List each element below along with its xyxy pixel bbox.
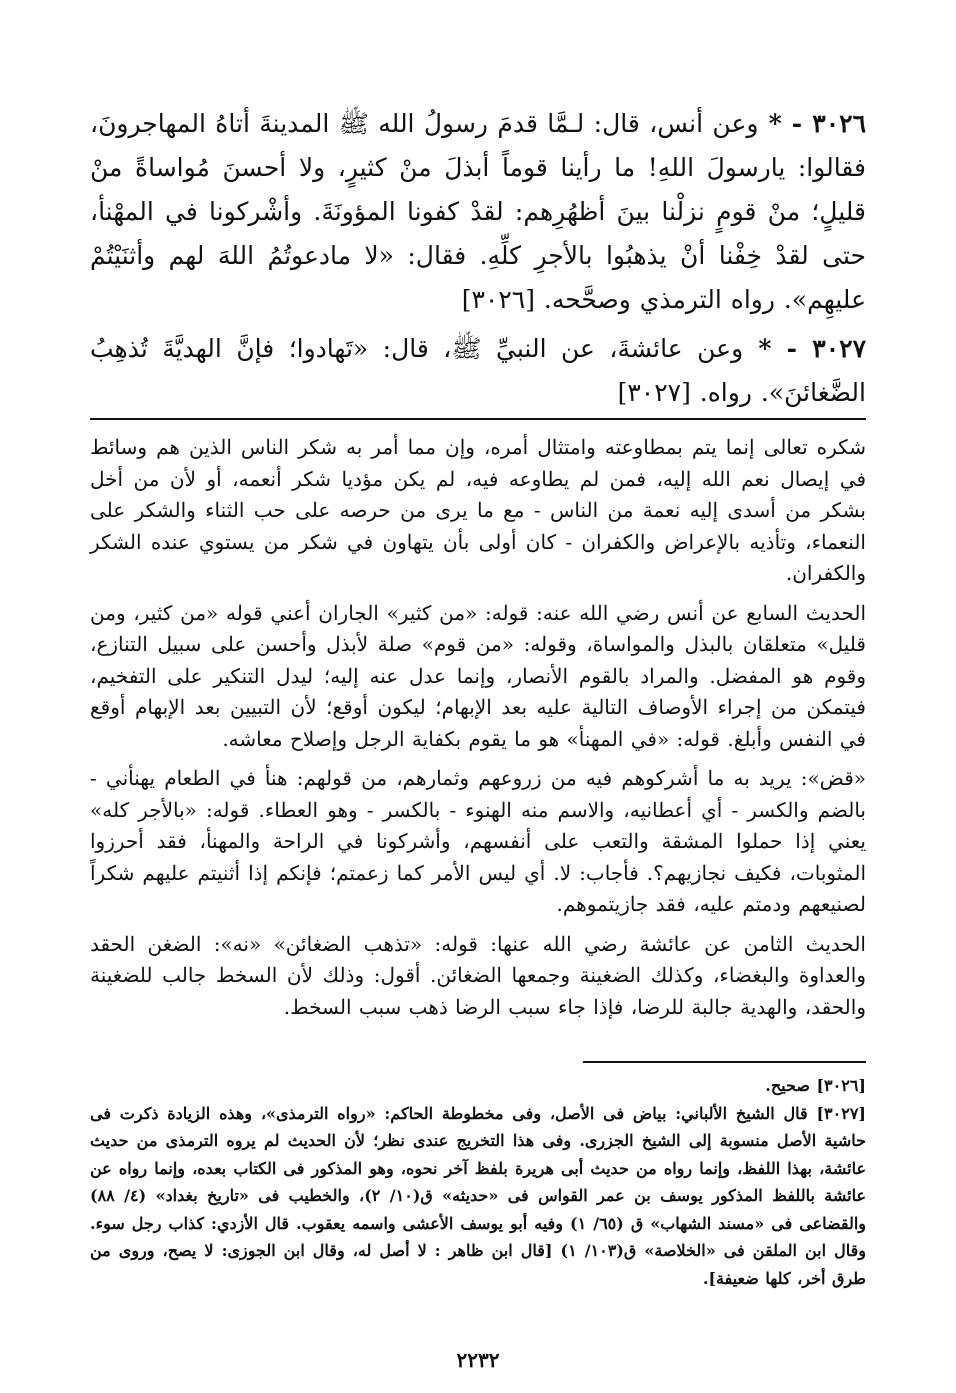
commentary-paragraph: شكره تعالى إنما يتم بمطاوعته وامتثال أمره، وإن مما أمر به شكر الناس الذين هم وسائط في إيصال نعم الله إليه، فمن لم يطاوعه فيه، لم يكن مؤديا شكر أنعمه، أو لأن من أخل بشكر من أسدى إليه نعمة من الناس - مع ما يرى من حرصه على حب الثناء والشكر على النعماء، وتأذيه بالإعراض والكفران - كان أولى بأن يتهاون في شكر من يستوي عنده الشكر والكفران. xyxy=(90,435,866,585)
hadith-3027 xyxy=(90,327,866,415)
commentary-paragraph: الحديث السابع عن أنس رضي الله عنه: قوله: «من كثير» الجاران أعني قوله «من كثير، ومن قليل» متعلقان بالبذل والمواساة، وقوله: «من قوم» صلة لأبذل وأحسن على سبيل التنازع، وقوم هو المفضل. والمراد بالقوم الأنصار، وإنما عدل عنه إليه؛ ليدل التنكير على التفخيم، فيتمكن من إجراء الأوصاف التالية عليه بعد الإبهام؛ ليكون أوقع؛ لأن التبيين بعد الإبهام أوقع في النفس وأبلغ. قوله: «في المهنأ» هو ما يقوم بكفاية الرجل وإصلاح معاشه. xyxy=(90,600,866,751)
footnote: [٣٠٢٦] صحيح. xyxy=(765,1076,866,1095)
hadith-text: وعن أنس، قال: لـمَّا قدمَ رسولُ الله ﷺ المدينةَ أتاهُ المهاجرونَ، فقالوا: يارسولَ اللهِ! ما رأينا قوماً أبذلَ منْ كثيرٍ، ولا أحسنَ مُواساةً منْ قليلٍ؛ منْ قومٍ نزلْنا بينَ أظهُرِهم: لقدْ كفونا المؤونَةَ. وأشْركونا في المهْنأ، حتى لقدْ خِفْنا أنْ يذهبُوا بالأجرِ كلِّهِ. فقال: «لا مادعوتُمُ اللهَ لهم وأثنَيْتُمْ عليهِم». رواه الترمذي وصحَّحه. [٣٠٢٦] xyxy=(90,109,866,314)
footnote-divider xyxy=(583,1061,866,1063)
hadith-paragraph xyxy=(90,102,866,322)
commentary-paragraph: «قض»: يريد به ما أشركوهم فيه من زروعهم وثمارهم، من قولهم: هنأ في الطعام يهنأني - بالضم والكسر - أي أعطانيه، والاسم منه الهنوء - بالكسر - وهو العطاء. قوله: «بالأجر كله» يعني إذا حملوا المشقة والتعب على أنفسهم، وأشركونا في الراحة والمهنأ، فقد أحرزوا المثوبات، فكيف نجازيهم؟. فأجاب: لا. أي ليس الأمر كما زعمتم؛ فإنكم إذا أثنيتم عليهم شكراً لصنيعهم ودمتم عليه، فقد جازيتموهم. xyxy=(90,766,866,916)
text-divider xyxy=(90,418,866,420)
commentary-paragraph: الحديث الثامن عن عائشة رضي الله عنها: قوله: «تذهب الضغائن» «نه»: الضغن الحقد والعداوة والبغضاء، وكذلك الضغينة وجمعها الضغائن. أقول: وذلك لأن السخط جالب للضغينة والحقد، والهدية جالبة للرضا، فإذا جاء سبب الرضا ذهب سبب السخط. xyxy=(90,931,866,1019)
hadith-paragraph xyxy=(90,327,866,415)
hadith-3026 xyxy=(90,102,866,322)
hadith-number: ٣٠٢٦ - * xyxy=(758,109,866,138)
hadith-text: وعن عائشةَ، عن النبيِّ ﷺ، قال: «تَهادوا؛ فإنَّ الهديَّةَ تُذهِبُ الضَّغائنَ». رواه. [٣٠٢٧] xyxy=(90,334,866,407)
hadith-number: ٣٠٢٧ - * xyxy=(743,334,866,363)
commentary-section xyxy=(90,432,866,1023)
footnote: [٣٠٢٧] قال الشيخ الألباني: بياض فى الأصل، وفى مخطوطة الحاكم: «رواه الترمذى»، وهذه الزيادة ذكرت فى حاشية الأصل منسوبة إلى الشيخ الجزرى. وفى هذا التخريج عندى نظر؛ لأن الحديث لم يروه الترمذى من حديث عائشة، بهذا اللفظ، وإنما رواه من حديث أبى هريرة بلفظ آخر نحوه، وهو المذكور فى الكتاب بعده، وإنما رواه عن عائشة باللفظ المذكور يوسف بن عمر القواس فى «حديثه» ق(١٠/ ٢)، والخطيب فى «تاريخ بغداد» (٤/ ٨٨) والقضاعى فى «مسند الشهاب» ق (٦٥/ ١) وفيه أبو يوسف الأعشى واسمه يعقوب. قال الأزدي: كذاب رجل سوء. وقال ابن الملقن فى «الخلاصة» ق(١٠٣/ ١) [قال ابن ظاهر : لا أصل له، وقال ابن الجوزى: لا يصح، وروى من طرق أخر، كلها ضعيفة]. xyxy=(90,1103,867,1288)
page-number: ٢٢٣٢ xyxy=(456,1348,500,1372)
footnotes-section xyxy=(90,1072,866,1292)
